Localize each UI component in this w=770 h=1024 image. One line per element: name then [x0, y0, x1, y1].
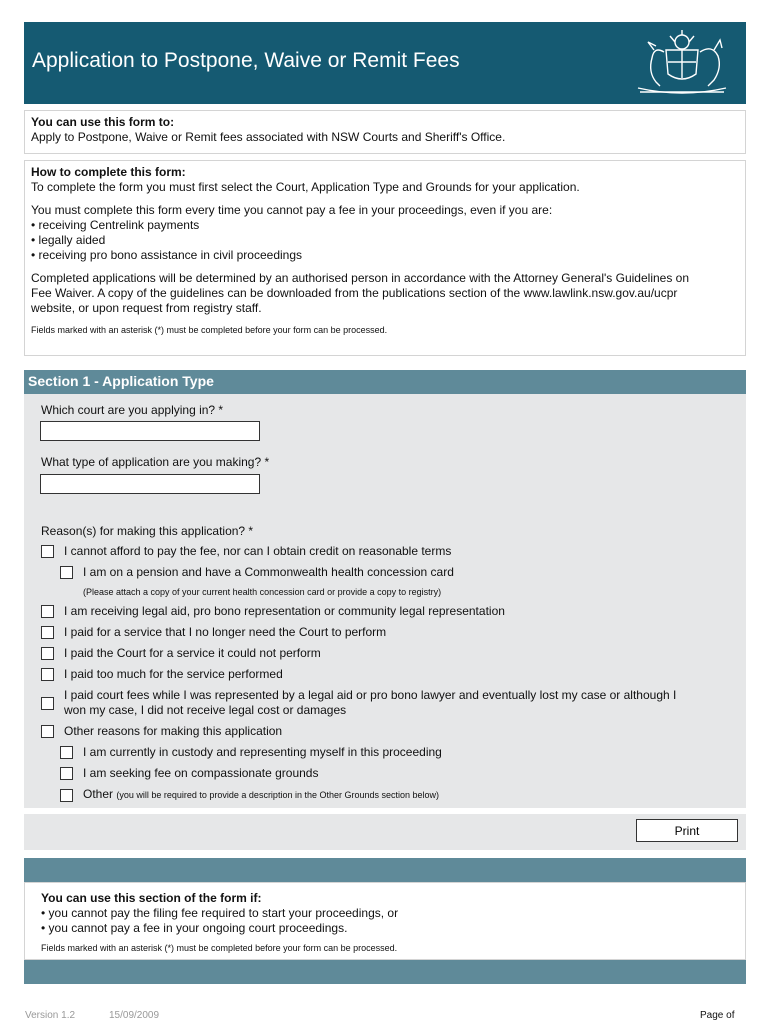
reason-compassionate-label: I am seeking fee on compassionate grounds: [83, 766, 319, 780]
section2-body: [24, 882, 746, 960]
form-header: [24, 22, 746, 104]
section1-header: [24, 370, 746, 394]
reason-legal-aid-label: I am receiving legal aid, pro bono representation or community legal representation: [64, 604, 505, 618]
howto-line1: To complete the form you must first select the Court, Application Type and Grounds for your application.: [31, 180, 580, 194]
section2-heading: You can use this section of the form if:: [41, 891, 262, 905]
reason-other-grounds-checkbox[interactable]: [60, 789, 73, 802]
reason-service-not-performed-label: I paid the Court for a service it could not perform: [64, 646, 321, 660]
footer-version: Version 1.2: [25, 1010, 76, 1021]
reason-service-not-needed-label: I paid for a service that I no longer need the Court to perform: [64, 625, 387, 639]
asterisk-note: Fields marked with an asterisk (*) must be completed before your form can be processed.: [31, 325, 388, 335]
reason-custody-checkbox[interactable]: [60, 746, 73, 759]
reason-paid-too-much-label: I paid too much for the service performed: [64, 667, 283, 681]
reason-custody-label: I am currently in custody and representing myself in this proceeding: [83, 745, 442, 759]
section2-bullet: • you cannot pay the filing fee required to start your proceedings, or: [41, 906, 399, 920]
reason-legal-aid-checkbox[interactable]: [41, 605, 54, 618]
reason-cannot-afford-label: I cannot afford to pay the fee, nor can I obtain credit on reasonable terms: [64, 544, 452, 558]
section3-header: [24, 960, 746, 984]
intro-heading: You can use this form to:: [31, 115, 175, 129]
intro-text: Apply to Postpone, Waive or Remit fees associated with NSW Courts and Sheriff's Office.: [31, 130, 506, 144]
reason-lost-case-checkbox[interactable]: [41, 697, 54, 710]
other-note: (you will be required to provide a description in the Other Grounds section below): [116, 790, 440, 800]
howto-bullet: • receiving Centrelink payments: [31, 218, 200, 232]
section2-asterisk-note: Fields marked with an asterisk (*) must be completed before your form can be processed.: [41, 943, 398, 953]
reason-other-grounds-label: [83, 787, 439, 803]
print-strip: [24, 814, 746, 850]
form-title: Application to Postpone, Waive or Remit Fees: [32, 49, 460, 72]
reason-service-not-needed-checkbox[interactable]: [41, 626, 54, 639]
section2-header: [24, 858, 746, 882]
nsw-coat-of-arms-icon: [626, 28, 738, 98]
print-button[interactable]: Print: [636, 819, 738, 842]
howto-para: Fee Waiver. A copy of the guidelines can be downloaded from the publications section of the www.lawlink.nsw.gov.au/ucpr: [31, 286, 678, 300]
footer-date: 15/09/2009: [109, 1010, 160, 1021]
reason-lost-case-label-line2: won my case, I did not receive legal cost or damages: [64, 703, 347, 717]
reason-service-not-performed-checkbox[interactable]: [41, 647, 54, 660]
howto-para: Completed applications will be determined by an authorised person in accordance with the Attorney General's Guidelines on: [31, 271, 690, 285]
reason-other-checkbox[interactable]: [41, 725, 54, 738]
court-label: Which court are you applying in? *: [41, 403, 224, 417]
section1-title: Section 1 - Application Type: [28, 373, 214, 389]
pension-note: (Please attach a copy of your current health concession card or provide a copy to registry): [83, 587, 442, 597]
reason-paid-too-much-checkbox[interactable]: [41, 668, 54, 681]
howto-box: [24, 160, 746, 356]
footer-page: Page of: [700, 1010, 735, 1021]
other-label: Other: [83, 787, 114, 801]
howto-para: website, or upon request from registry staff.: [31, 301, 262, 315]
howto-bullet: • legally aided: [31, 233, 106, 247]
howto-bullet: • receiving pro bono assistance in civil proceedings: [31, 248, 303, 262]
section2-bullet: • you cannot pay a fee in your ongoing court proceedings.: [41, 921, 348, 935]
howto-heading: How to complete this form:: [31, 165, 186, 179]
reasons-label: Reason(s) for making this application? *: [41, 524, 254, 538]
intro-box: [24, 110, 746, 154]
application-type-label: What type of application are you making? *: [41, 455, 270, 469]
reason-compassionate-checkbox[interactable]: [60, 767, 73, 780]
reason-cannot-afford-checkbox[interactable]: [41, 545, 54, 558]
reason-pension-label: I am on a pension and have a Commonwealth health concession card: [83, 565, 454, 579]
reason-other-label: Other reasons for making this application: [64, 724, 283, 738]
court-input[interactable]: [40, 421, 260, 441]
application-type-input[interactable]: [40, 474, 260, 494]
howto-line2: You must complete this form every time you cannot pay a fee in your proceedings, even if you are:: [31, 203, 553, 217]
reason-pension-checkbox[interactable]: [60, 566, 73, 579]
reason-lost-case-label: I paid court fees while I was represented by a legal aid or pro bono lawyer and eventually lost my case or although I: [64, 688, 677, 702]
